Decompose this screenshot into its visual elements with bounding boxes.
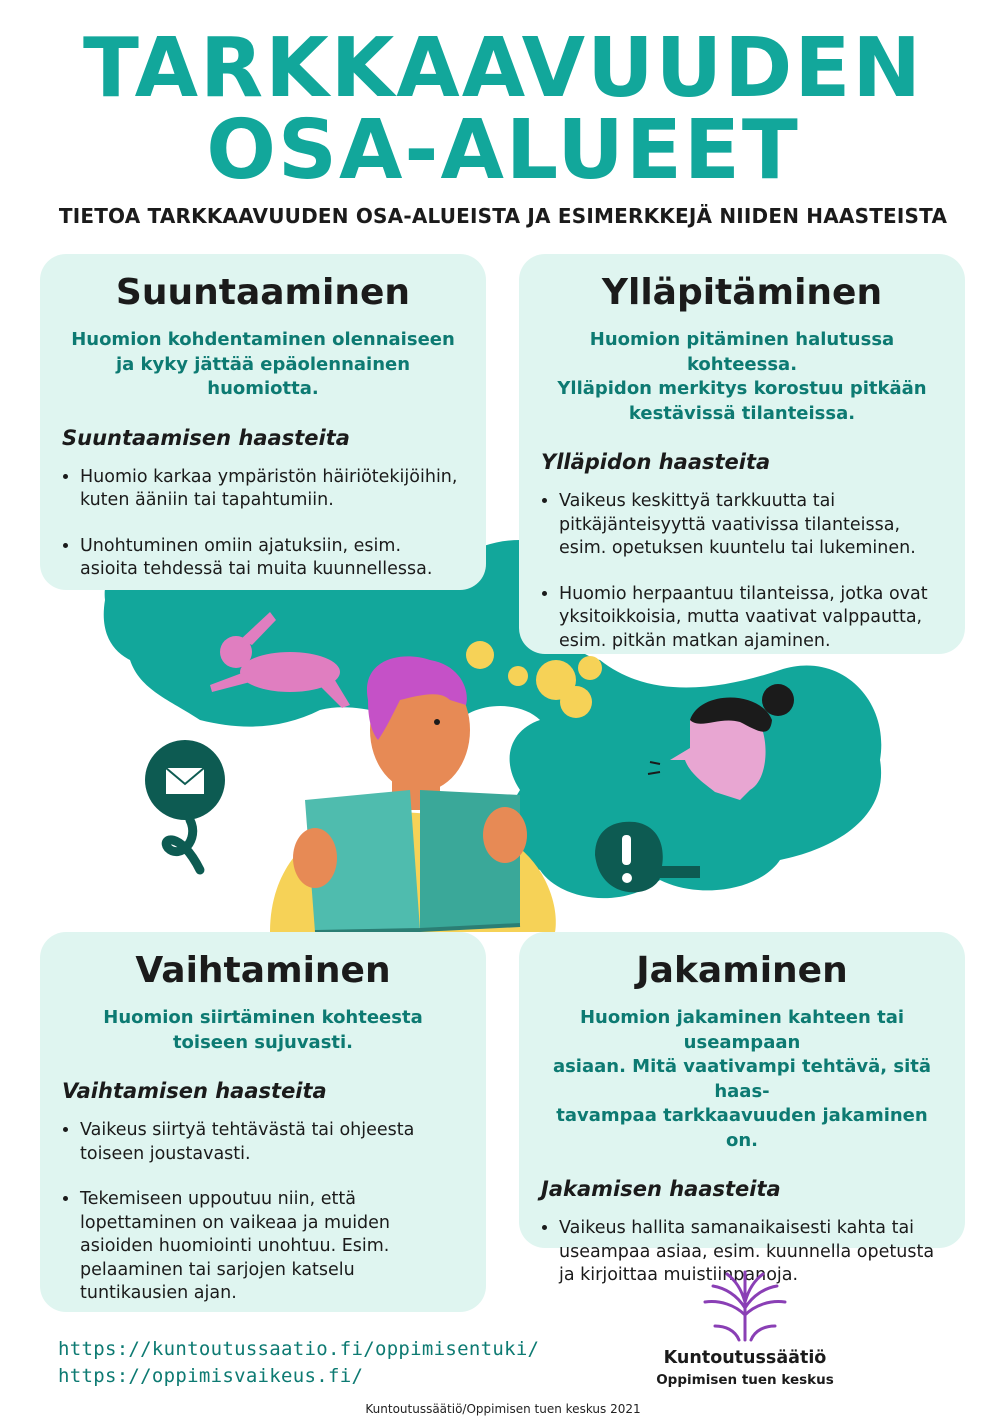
card-definition bbox=[62, 328, 464, 402]
card-definition bbox=[541, 328, 943, 426]
challenges-list bbox=[62, 466, 464, 582]
tree-logo-icon bbox=[695, 1270, 795, 1342]
definition-line: ja kyky jättää epäolennainen huomiotta. bbox=[115, 353, 411, 399]
card-suuntaaminen bbox=[40, 254, 486, 590]
list-item: • Unohtuminen omiin ajatuksiin, esim. asioita tehdessä tai muita kuunnellessa. bbox=[80, 535, 464, 582]
title-line-2: OSA-ALUEET bbox=[206, 103, 800, 198]
logo bbox=[640, 1270, 850, 1388]
card-vaihtaminen bbox=[40, 932, 486, 1312]
list-item: • Huomio karkaa ympäristön häiriötekijöihin, kuten ääniin tai tapahtumiin. bbox=[80, 466, 464, 513]
definition-line: asiaan. Mitä vaativampi tehtävä, sitä haas- bbox=[552, 1056, 932, 1102]
link-oppimisvaikeus[interactable]: https://oppimisvaikeus.fi/ bbox=[58, 1365, 364, 1387]
challenges-heading: Vaihtamisen haasteita bbox=[62, 1079, 327, 1103]
challenges-heading: Suuntaamisen haasteita bbox=[62, 425, 350, 450]
footer-credit: Kuntoutussäätiö/Oppimisen tuen keskus 2021 bbox=[365, 1402, 641, 1416]
title-line-1: TARKKAAVUUDEN bbox=[83, 21, 923, 116]
link-oppimisentuki[interactable]: https://kuntoutussaatio.fi/oppimisentuki/ bbox=[58, 1338, 540, 1360]
logo-subtitle: Oppimisen tuen keskus bbox=[656, 1372, 834, 1388]
list-item: • Vaikeus keskittyä tarkkuutta tai pitkäjänteisyyttä vaativissa tilanteissa, esim. opetuksen kuuntelu tai lukeminen. bbox=[559, 490, 943, 561]
list-item: • Huomio herpaantuu tilanteissa, jotka ovat yksitoikkoisia, mutta vaativat valppautta, esim. pitkän matkan ajaminen. bbox=[559, 583, 943, 654]
envelope-icon bbox=[145, 740, 225, 870]
challenges-list bbox=[62, 1119, 464, 1306]
definition-line: Huomion pitäminen halutussa kohteessa. bbox=[589, 329, 895, 375]
list-item: • Tekemiseen uppoutuu niin, että lopettaminen on vaikeaa ja muiden asioiden huomiointi unohtuu. Esim. pelaaminen tai sarjojen katselu tuntikausien ajan. bbox=[80, 1188, 464, 1306]
definition-line: Huomion siirtäminen kohteesta bbox=[103, 1007, 423, 1028]
card-definition bbox=[541, 1006, 943, 1153]
links bbox=[58, 1336, 539, 1390]
logo-brand: Kuntoutussäätiö bbox=[663, 1348, 827, 1368]
card-yllapitaminen bbox=[519, 254, 965, 654]
card-heading: Jakaminen bbox=[636, 950, 848, 991]
card-jakaminen bbox=[519, 932, 965, 1285]
definition-line: tavampaa tarkkaavuuden jakaminen on. bbox=[556, 1105, 928, 1151]
challenges-heading: Jakamisen haasteita bbox=[541, 1177, 781, 1201]
definition-line: Huomion jakaminen kahteen tai useampaan bbox=[579, 1007, 905, 1053]
definition-line: kestävissä tilanteissa. bbox=[628, 402, 856, 424]
challenges-list bbox=[541, 490, 943, 653]
definition-line: Ylläpidon merkitys korostuu pitkään bbox=[557, 378, 927, 399]
card-heading: Ylläpitäminen bbox=[601, 272, 883, 313]
list-item: • Vaikeus hallita samanaikaisesti kahta tai useampaa asiaa, esim. kuunnella opetusta ja kirjoittaa muistiinpanoja. bbox=[559, 1217, 943, 1288]
list-item: • Vaikeus siirtyä tehtävästä tai ohjeesta toiseen joustavasti. bbox=[80, 1119, 464, 1166]
definition-line: Huomion kohdentaminen olennaiseen bbox=[71, 329, 455, 350]
card-heading: Suuntaaminen bbox=[115, 272, 411, 313]
challenges-heading: Ylläpidon haasteita bbox=[541, 450, 771, 474]
definition-line: toiseen sujuvasti. bbox=[172, 1031, 354, 1053]
card-definition bbox=[62, 1006, 464, 1055]
card-heading: Vaihtaminen bbox=[135, 950, 391, 991]
subtitle: TIETOA TARKKAAVUUDEN OSA-ALUEISTA JA ESIMERKKEJÄ NIIDEN HAASTEISTA bbox=[58, 204, 948, 228]
